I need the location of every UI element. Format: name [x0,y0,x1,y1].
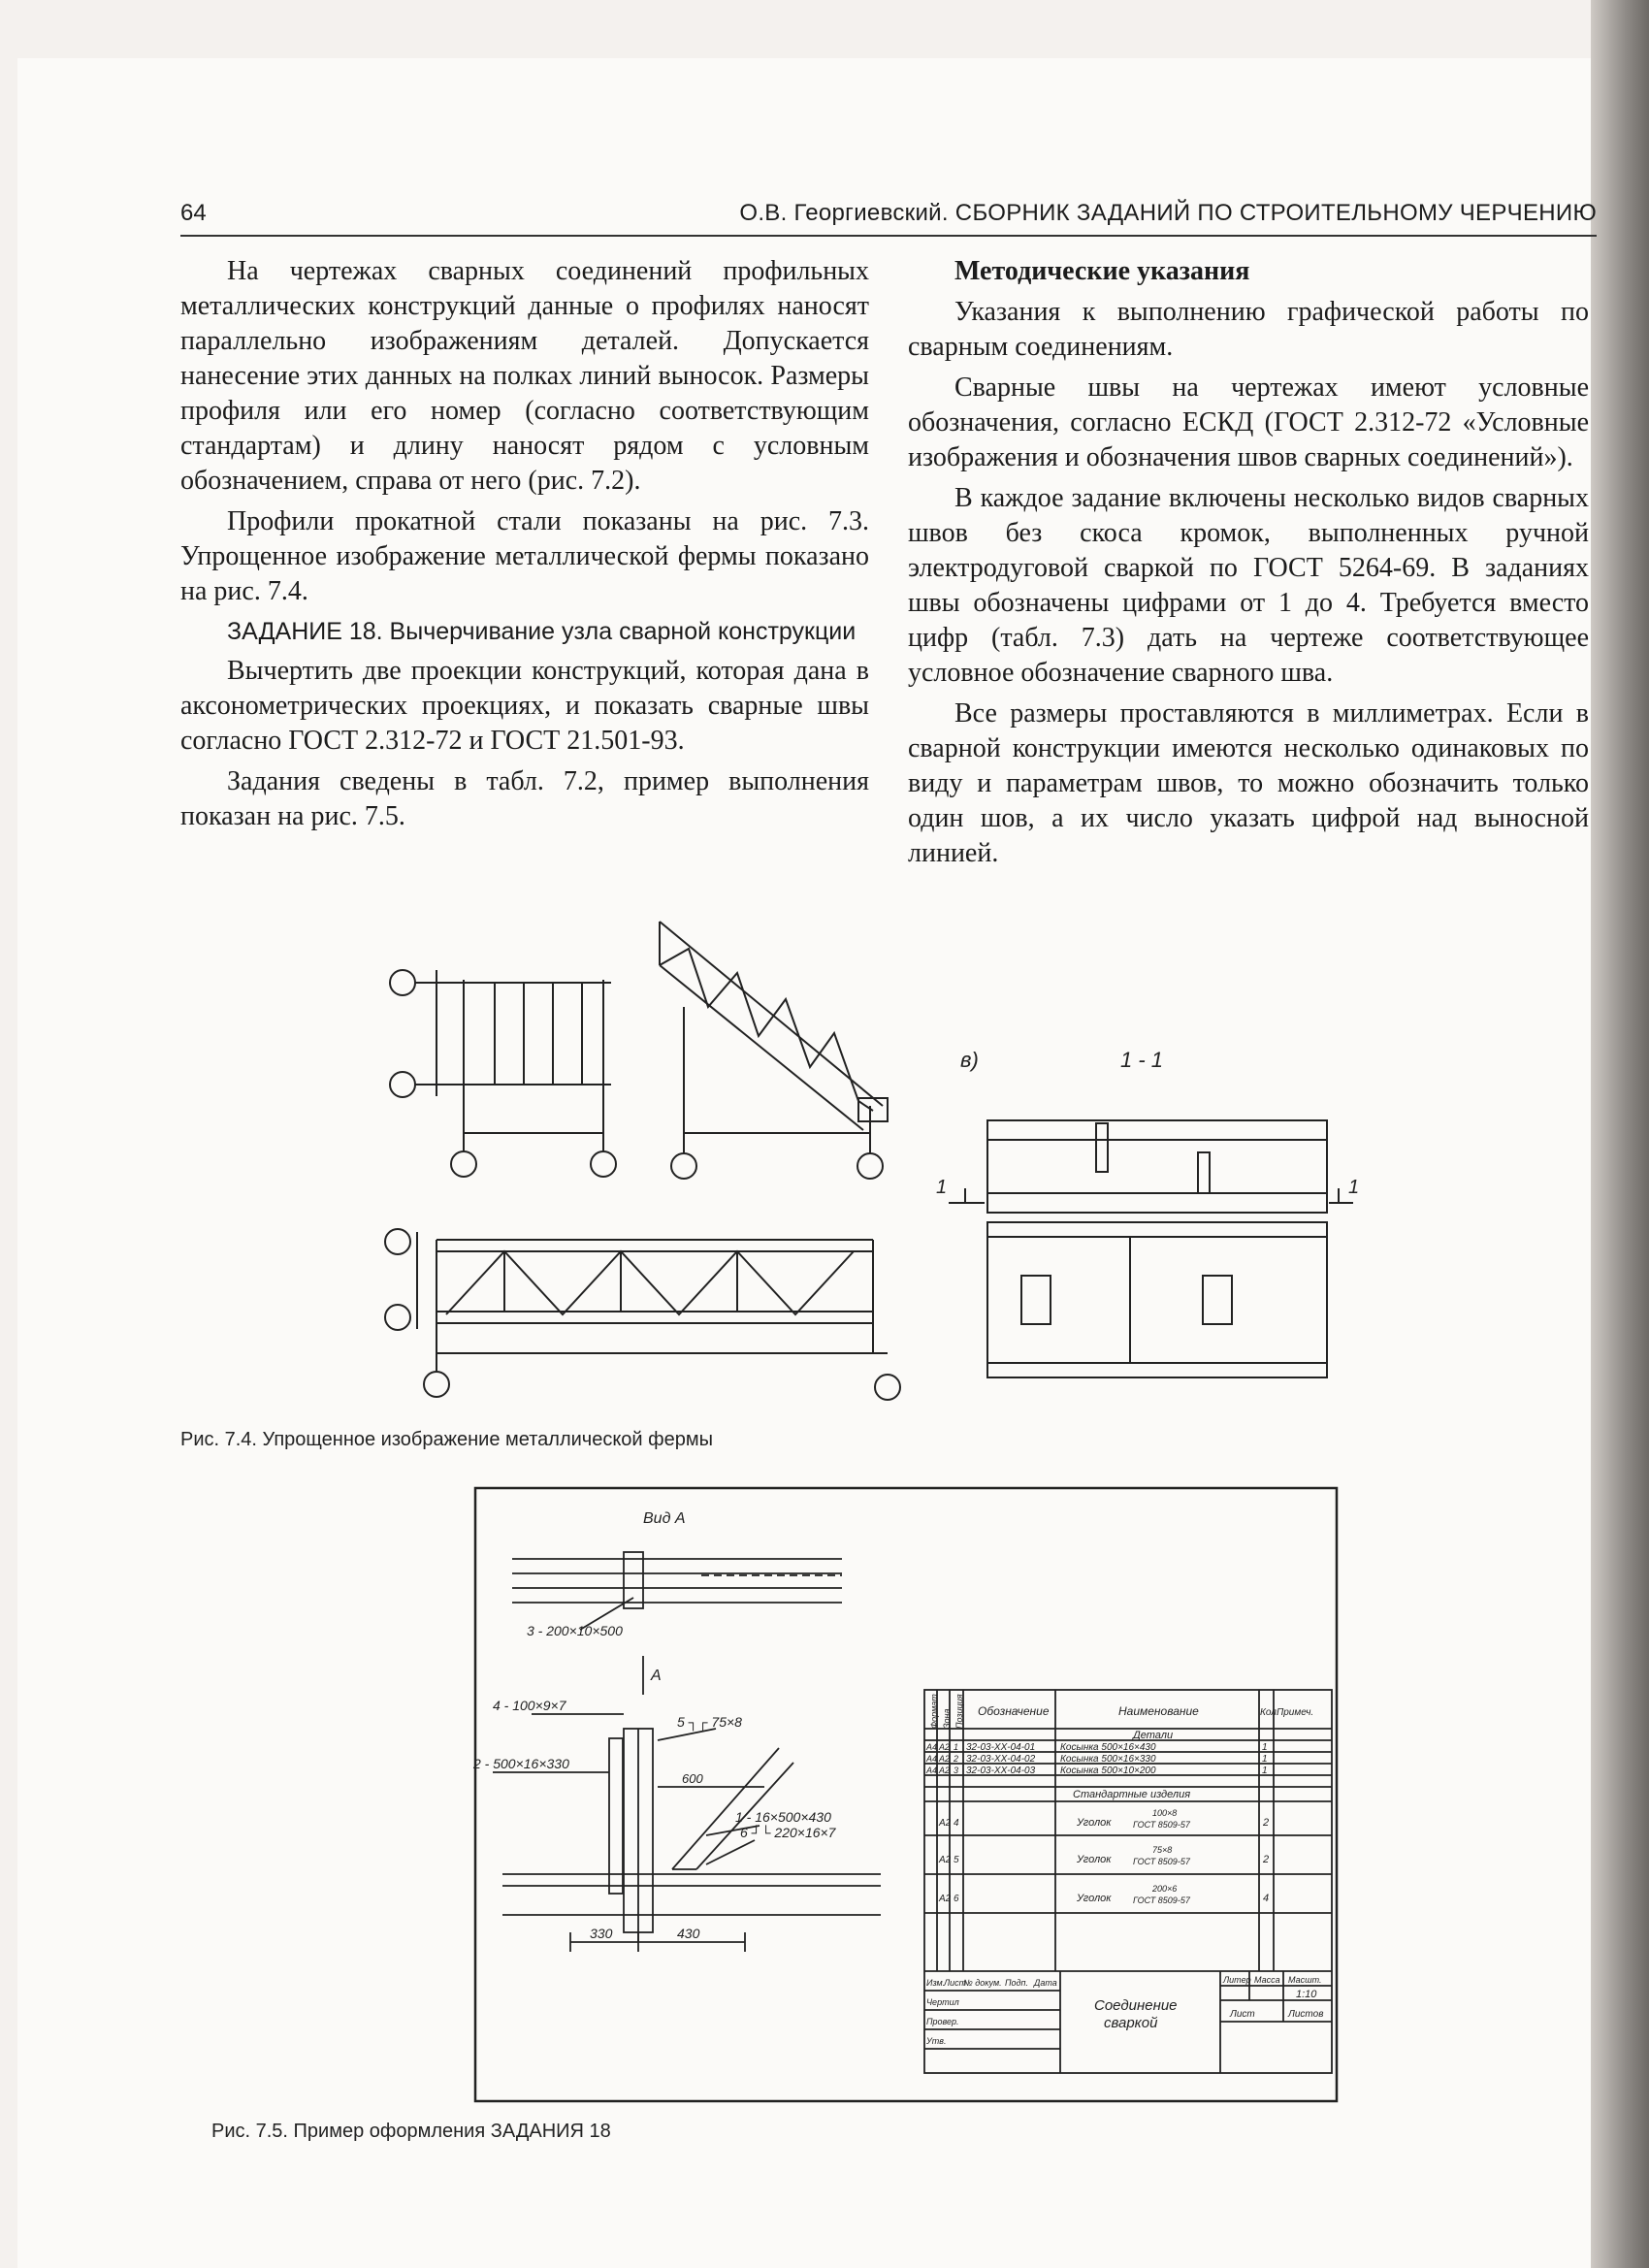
figure-7-5-caption: Рис. 7.5. Пример оформления ЗАДАНИЯ 18 [211,2121,611,2142]
tb-h-doc: № докум. [963,1978,1002,1988]
book-title: О.В. Георгиевский. СБОРНИК ЗАДАНИЙ ПО СТРОИТЕЛЬНОМУ ЧЕРЧЕНИЮ [739,200,1597,226]
tb-scale-value: 1:10 [1296,1989,1317,2000]
std-row-spec-top: 75×8 [1152,1845,1173,1855]
paragraph: Вычертить две проекции конструкций, которая дана в аксонометрических проекциях, и показать сварные швы согласно ГОСТ 2.312-72 и ГОСТ 21.501-93. [180,656,869,756]
tb-mass: Масса [1254,1975,1280,1985]
std-row-zone: А2 [939,1818,952,1829]
spec-header-pos: Позиция [954,1694,964,1729]
tb-title-line1: Соединение [1094,1997,1178,2014]
figure-7-4-drawing [378,912,1360,1416]
spec-row-format: А4 [926,1766,938,1775]
cut-label-right: 1 [1348,1177,1360,1198]
section-label: 1 - 1 [1120,1048,1164,1072]
spec-row-pos: 3 [954,1766,959,1775]
paragraph: В каждое задание включены несколько видов сварных швов без скоса кромок, выполненных ручной электродуговой сваркой по ГОСТ 5264-69. В заданиях швы обозначены цифрами от 1 до 4. Требуется вместо цифр (табл. 7.3) дать на чертеже соответствующее условное обозначение сварного шва. [908,483,1589,688]
cut-label-left: 1 [936,1177,948,1198]
right-column [908,254,1589,877]
page-header [180,196,1597,237]
callout-1: 1 - 16×500×430 [735,1809,831,1825]
view-a-label: Вид А [643,1510,686,1527]
spec-row-qty: 1 [1262,1742,1268,1753]
tb-h-change: Изм. [926,1978,946,1988]
spec-row-qty: 1 [1262,1766,1268,1776]
left-column [180,254,869,840]
spec-row-designation: 32-03-ХХ-04-02 [966,1754,1036,1765]
std-row-name: Уголок [1077,1893,1112,1904]
dim-600: 600 [682,1771,703,1786]
std-row-spec-bottom: ГОСТ 8509-57 [1133,1895,1190,1905]
tb-approved: Утв. [926,2036,947,2046]
view-label: в) [960,1048,979,1072]
spec-header-zone: Зона [942,1708,952,1729]
spec-section-details: Детали [1133,1730,1174,1741]
spec-header-note: Примеч. [1277,1707,1314,1718]
std-row-pos: 5 [954,1855,959,1865]
std-row-spec-top: 100×8 [1152,1808,1178,1818]
tb-sheet-label: Лист [1230,2009,1255,2020]
spec-section-standard: Стандартные изделия [1073,1789,1191,1800]
spec-row-name: Косынка 500×16×430 [1060,1742,1156,1753]
callout-6: 6 ┘└ 220×16×7 [740,1825,836,1840]
paragraph: На чертежах сварных соединений профильных металлических конструкций данные о профилях наносят параллельно изображениям деталей. Допускается нанесение этих данных на полках линий выносок. Размеры профиля или его номер (согласно соответствующим стандартам) и длину наносят рядом с условным обозначением, справа от него (рис. 7.2). [180,256,869,496]
tb-scale: Масшт. [1288,1975,1322,1985]
paragraph: Указания к выполнению графической работы по сварным соединениям. [908,297,1589,362]
arrow-a-label: А [651,1668,662,1684]
paragraph: Задания сведены в табл. 7.2, пример выполнения показан на рис. 7.5. [180,766,869,831]
tb-h-date: Дата [1034,1978,1057,1988]
spec-header-format: Формат [929,1694,939,1729]
spec-row-pos: 2 [954,1754,959,1764]
spec-row-designation: 32-03-ХХ-04-03 [966,1766,1036,1776]
spec-row-name: Косынка 500×16×330 [1060,1754,1156,1765]
tb-drawn: Чертил [926,1997,959,2007]
callout-3: 3 - 200×10×500 [527,1623,623,1638]
tb-h-sign: Подп. [1005,1978,1028,1988]
std-row-pos: 6 [954,1894,959,1904]
std-row-zone: А2 [939,1894,952,1904]
std-row-qty: 4 [1263,1893,1270,1904]
std-row-spec-bottom: ГОСТ 8509-57 [1133,1857,1190,1866]
std-row-zone: А2 [939,1855,952,1865]
spec-header-qty: Кол. [1260,1707,1279,1718]
book-spine-shadow [1591,0,1649,2268]
paragraph: Сварные швы на чертежах имеют условные обозначения, согласно ЕСКД (ГОСТ 2.312-72 «Условные изображения и обозначения швов сварных соединений»). [908,373,1589,472]
dim-430: 430 [677,1926,700,1941]
section-heading: Методические указания [954,256,1250,286]
spec-row-pos: 1 [954,1742,959,1752]
page-number: 64 [180,200,207,226]
spec-header-name: Наименование [1118,1704,1199,1718]
std-row-name: Уголок [1077,1854,1112,1865]
paragraph: Профили прокатной стали показаны на рис. 7.3. Упрощенное изображение металлической фермы показано на рис. 7.4. [180,506,869,606]
tb-checked: Провер. [926,2017,959,2026]
tb-h-sheet: Лист [944,1978,967,1988]
std-row-pos: 4 [954,1818,959,1829]
task-title: ЗАДАНИЕ 18. Вычерчивание узла сварной конструкции [227,618,857,645]
std-row-spec-top: 200×6 [1152,1884,1178,1894]
std-row-spec-bottom: ГОСТ 8509-57 [1133,1820,1190,1830]
dim-330: 330 [590,1926,613,1941]
callout-2: 2 - 500×16×330 [473,1756,569,1771]
std-row-qty: 2 [1263,1817,1270,1829]
spec-row-zone: А2 [939,1742,951,1752]
callout-4: 4 - 100×9×7 [493,1698,566,1713]
spec-row-name: Косынка 500×10×200 [1060,1766,1156,1776]
spec-row-qty: 1 [1262,1754,1268,1765]
spec-row-format: А4 [926,1754,938,1764]
spec-row-zone: А2 [939,1766,951,1775]
tb-lit: Литер [1223,1975,1251,1985]
callout-5: 5 ┐┌ 75×8 [677,1714,742,1730]
spec-header-designation: Обозначение [978,1704,1050,1718]
std-row-qty: 2 [1263,1854,1270,1865]
figure-7-4-caption: Рис. 7.4. Упрощенное изображение металлической фермы [180,1429,713,1450]
spec-row-designation: 32-03-ХХ-04-01 [966,1742,1036,1753]
std-row-name: Уголок [1077,1817,1112,1829]
figure-7-5-drawing [473,1486,1346,2107]
spec-row-zone: А2 [939,1754,951,1764]
tb-sheets-label: Листов [1288,2009,1324,2020]
spec-row-format: А4 [926,1742,938,1752]
paragraph: Все размеры проставляются в миллиметрах. Если в сварной конструкции имеются несколько одинаковых по виду и параметрам швов, то можно обозначить только один шов, а их число указать цифрой над выносной линией. [908,698,1589,868]
tb-title-line2: сваркой [1104,2015,1158,2031]
